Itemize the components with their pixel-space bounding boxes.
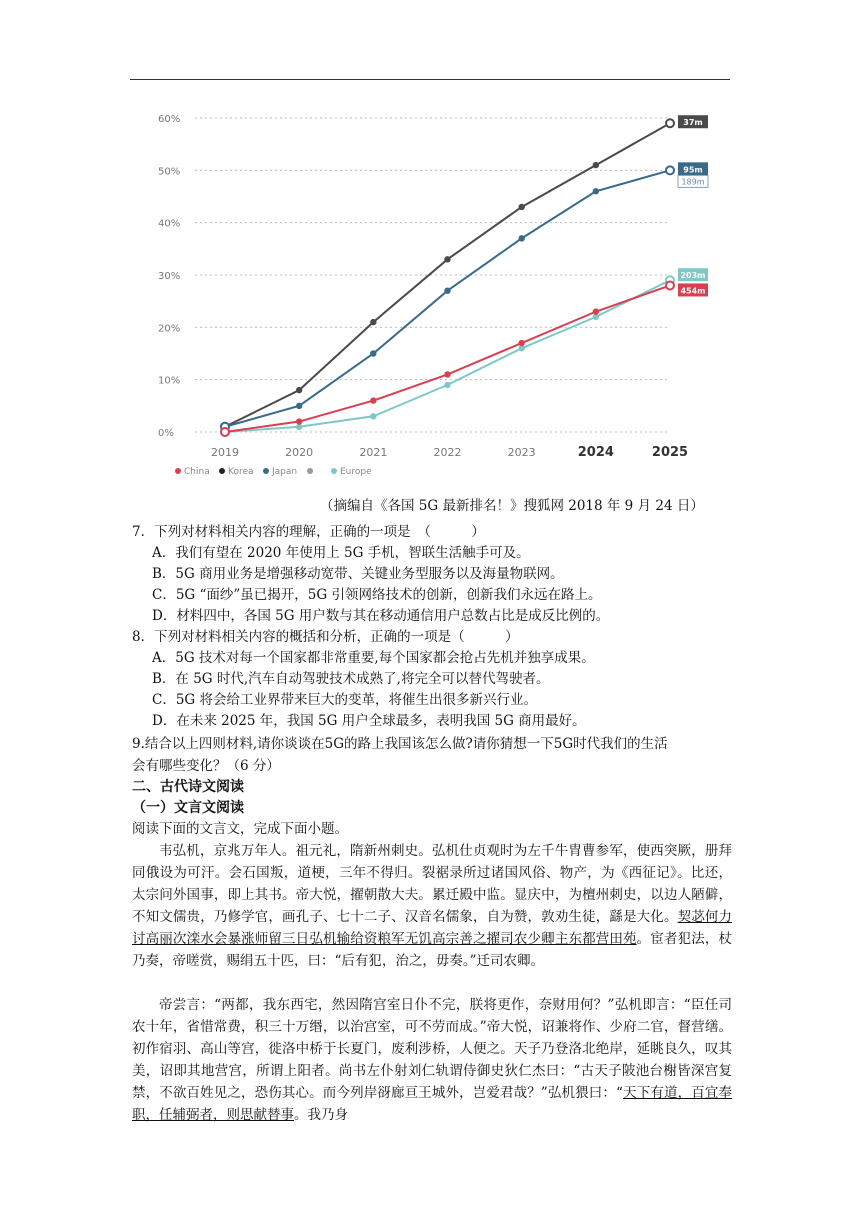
question-7-option-b: B．5G 商用业务是增强移动宽带、关键业务型服务以及海量物联网。 <box>152 566 564 582</box>
question-7-option-c: C．5G “面纱”虽已揭开，5G 引领网络技术的创新，创新我们永远在路上。 <box>152 587 602 603</box>
legend-marker <box>175 468 181 474</box>
y-tick-label: 10% <box>158 375 181 387</box>
legend-marker <box>331 468 337 474</box>
legend-label: Europe <box>340 467 372 477</box>
passage-1-text-b: 。宦者犯法，杖乃奏，帝嗟赏，赐绢五十匹，曰：“后有犯，治之，毋奏。”迁司农卿。 <box>132 931 733 969</box>
data-point <box>444 288 450 294</box>
passage-2-underlined-sentence: 天下有道，百宜奉职，任辅弼者，则思献替事 <box>132 1085 733 1123</box>
x-tick-label: 2020 <box>285 446 314 459</box>
x-tick-label: 2023 <box>507 446 536 459</box>
question-7-stem: 7．下列对材料相关内容的理解，正确的一项是 （ ） <box>132 524 485 540</box>
question-9-line-2: 会有哪些变化？（6 分） <box>132 758 280 774</box>
y-tick-label: 60% <box>158 114 181 125</box>
question-8-stem: 8．下列对材料相关内容的概括和分析，正确的一项是（ ） <box>132 629 519 645</box>
legend-label: China <box>184 467 210 477</box>
legend-label: Japan <box>272 467 298 477</box>
5g-adoption-line-chart <box>150 100 710 480</box>
end-label-text: 189m <box>681 177 705 187</box>
data-point <box>518 340 524 346</box>
y-tick-label: 50% <box>158 166 181 178</box>
x-tick-label: 2021 <box>359 446 388 459</box>
data-point <box>666 281 674 289</box>
data-point <box>444 371 450 377</box>
legend-label: Korea <box>228 467 254 477</box>
y-tick-label: 20% <box>158 323 181 335</box>
question-7-option-a: A．我们有望在 2020 年使用上 5G 手机，智联生活触手可及。 <box>152 545 530 561</box>
reading-instruction: 阅读下面的文言文，完成下面小题。 <box>132 821 348 837</box>
header-rule <box>130 79 730 80</box>
question-8-option-b: B．在 5G 时代,汽车自动驾驶技术成熟了,将完全可以替代驾驶者。 <box>152 671 550 687</box>
series-line-japan <box>225 170 670 426</box>
question-9-line-1: 9.结合以上四则材料,请你谈谈在5G的路上我国该怎么做?请你猜想一下5G时代我们的生活 <box>132 736 668 752</box>
data-point <box>296 418 302 424</box>
data-point <box>666 119 674 127</box>
data-point <box>221 428 229 436</box>
question-7-option-d: D．材料四中，各国 5G 用户数与其在移动通信用户总数占比是成反比例的。 <box>152 608 610 624</box>
passage-2-text-a: 帝尝言：“两都，我东西宅，然因隋宫室日仆不完，朕将更作，奈财用何？”弘机即言：“臣任司农十年，省惜常费，积三十万缗，以治宫室，可不劳而成。”帝大悦，诏兼将作、少府二官，督营缮。初作宿羽、高山等宫，徙洛中桥于长夏门，废利涉桥，人便之。天子乃登洛北绝岸，延眺良久，叹其美，诏即其地营宫，所谓上阳者。尚书左仆射刘仁轨谓侍御史狄仁杰曰：“古天子陂池台榭皆深宫复禁，不欲百姓见之，恐伤其心。而今列岸谺廊亘王城外，岂爱君哉？”弘机猥曰：“ <box>132 997 732 1101</box>
x-tick-label: 2019 <box>211 446 239 459</box>
data-point <box>518 204 524 210</box>
passage-1-underlined-sentence: 契苾何力讨高丽次滦水会暴涨师留三日弘机输给资粮军无饥高宗善之擢司农少卿主东都营田苑 <box>132 909 733 947</box>
data-point <box>444 382 450 388</box>
x-tick-label: 2024 <box>577 445 614 460</box>
data-point <box>666 166 674 174</box>
series-line-china <box>225 285 670 432</box>
x-tick-label: 2022 <box>433 446 462 459</box>
subsection-heading: （一）文言文阅读 <box>132 800 244 816</box>
passage-paragraph-1 <box>132 840 732 972</box>
data-point <box>444 256 450 262</box>
question-8-option-d: D．在未来 2025 年，我国 5G 用户全球最多，表明我国 5G 商用最好。 <box>152 713 586 729</box>
question-8-option-a: A．5G 技术对每一个国家都非常重要,每个国家都会抢占先机并独享成果。 <box>152 650 595 666</box>
question-8-option-c: C．5G 将会给工业界带来巨大的变革，将催生出很多新兴行业。 <box>152 692 537 708</box>
data-point <box>593 162 599 168</box>
data-point <box>370 350 376 356</box>
y-tick-label: 0% <box>158 428 174 439</box>
data-point <box>370 319 376 325</box>
end-label-text: 203m <box>680 271 706 281</box>
x-tick-label: 2025 <box>651 445 689 460</box>
y-tick-label: 30% <box>158 271 181 282</box>
data-point <box>593 308 599 314</box>
passage-2-text-b: 。我乃身 <box>294 1107 348 1123</box>
series-line-europe <box>225 280 670 432</box>
passage-1-text-a: 韦弘机，京兆万年人。祖元礼，隋新州刺史。弘机仕贞观时为左千牛胄曹参军，使西突厥，册拜同俄设为可汗。会石国叛，道梗，三年不得归。裂裾录所过诸国风俗、物产，为《西征记》。比还，太宗问外国事，即上其书。帝大悦，擢朝散大夫。累迁殿中监。显庆中，为檀州刺史，以边人陋僻，不知文儒贵，乃修学官，画孔子、七十二子、汉音名儒象，自为赞，敦劝生徒，繇是大化。 <box>132 843 732 925</box>
section-heading: 二、古代诗文阅读 <box>132 779 244 795</box>
chart-source-citation: （摘编自《各国 5G 最新排名！》搜狐网 2018 年 9 月 24 日） <box>320 498 704 514</box>
legend-marker <box>263 468 269 474</box>
data-point <box>296 387 302 393</box>
data-point <box>518 235 524 241</box>
end-label-text: 37m <box>683 118 703 128</box>
data-point <box>296 403 302 409</box>
data-point <box>370 413 376 419</box>
data-point <box>370 397 376 403</box>
end-label-text: 454m <box>680 286 706 296</box>
legend-marker <box>307 468 313 474</box>
legend-marker <box>219 468 225 474</box>
passage-paragraph-2 <box>132 994 732 1126</box>
end-label-text: 95m <box>683 165 703 175</box>
data-point <box>593 188 599 194</box>
y-tick-label: 40% <box>158 218 181 230</box>
